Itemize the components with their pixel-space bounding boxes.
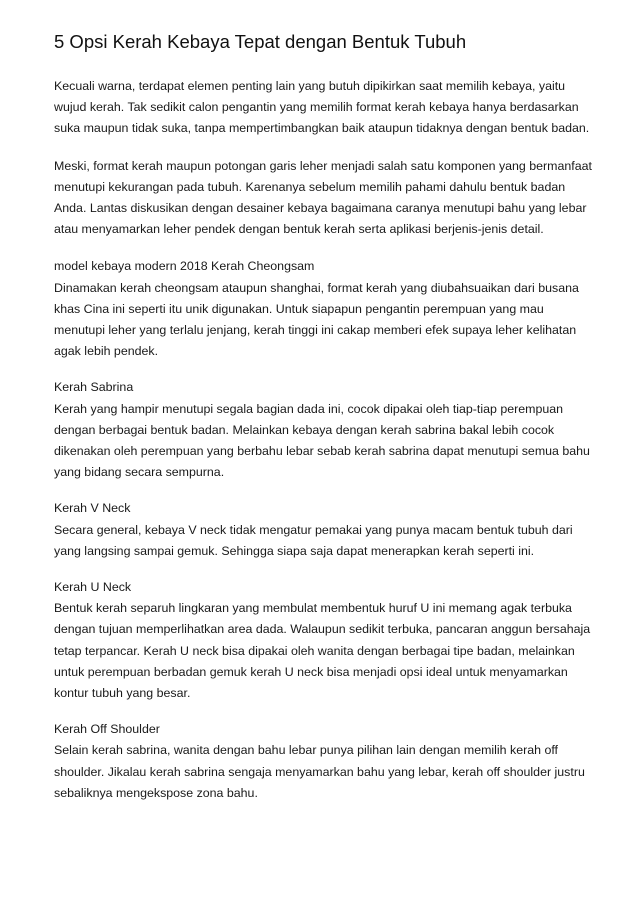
section-cheongsam [54,256,594,362]
section-v-neck [54,498,594,562]
section-body: Dinamakan kerah cheongsam ataupun shanghai, format kerah yang diubahsuaikan dari busana khas Cina ini seperti itu unik digunakan. Untuk siapapun pengantin perempuan yang mau menutupi leher yang terlalu jenjang, kerah tinggi ini cakap memberi efek supaya leher kelihatan agak lebih pendek. [54,280,579,359]
document-page [54,30,594,819]
section-heading: model kebaya modern 2018 Kerah Cheongsam [54,259,315,274]
section-u-neck [54,577,594,704]
section-heading: Kerah Sabrina [54,380,134,395]
section-body: Bentuk kerah separuh lingkaran yang membulat membentuk huruf U ini memang agak terbuka dengan tujuan memperlihatkan area dada. Walaupun sedikit terbuka, pancaran anggun bersahaja tetap terpancar. Kerah U neck bisa dipakai oleh wanita dengan berbagai tipe badan, melainkan untuk perempuan berbadan gemuk kerah U neck bisa menjadi opsi ideal untuk menyamarkan kontur tubuh yang besar. [54,601,591,701]
section-heading: Kerah Off Shoulder [54,722,160,737]
section-body: Selain kerah sabrina, wanita dengan bahu lebar punya pilihan lain dengan memilih kerah off shoulder. Jikalau kerah sabrina sengaja menyamarkan bahu yang lebar, kerah off shoulder justru sebaliknya mengekspose zona bahu. [54,743,585,800]
section-sabrina [54,377,594,483]
section-body: Secara general, kebaya V neck tidak mengatur pemakai yang punya macam bentuk tubuh dari yang langsing sampai gemuk. Sehingga siapa saja dapat menerapkan kerah seperti ini. [54,522,573,558]
intro-paragraph-2: Meski, format kerah maupun potongan garis leher menjadi salah satu komponen yang bermanfaat menutupi kekurangan pada tubuh. Karenanya sebelum memilih pahami dahulu bentuk badan Anda. Lantas diskusikan dengan desainer kebaya bagaimana caranya menutupi bahu yang lebar atau menyamarkan leher pendek dengan bentuk kerah serta aplikasi berjenis-jenis detail. [54,158,592,237]
intro-paragraph-1: Kecuali warna, terdapat elemen penting lain yang butuh dipikirkan saat memilih kebaya, yaitu wujud kerah. Tak sedikit calon pengantin yang memilih format kerah kebaya hanya berdasarkan suka maupun tidak suka, tanpa mempertimbangkan baik ataupun tidaknya dengan bentuk badan. [54,79,590,136]
section-heading: Kerah V Neck [54,501,131,516]
section-body: Kerah yang hampir menutupi segala bagian dada ini, cocok dipakai oleh tiap-tiap perempuan dengan berbagai bentuk badan. Melainkan kebaya dengan kerah sabrina bakal lebih cocok dikenakan oleh perempuan yang berbahu lebar sebab kerah sabrina dapat menutupi semua bahu yang bidang secara sempurna. [54,401,590,480]
section-off-shoulder [54,719,594,804]
section-heading: Kerah U Neck [54,580,132,595]
document-title: 5 Opsi Kerah Kebaya Tepat dengan Bentuk Tubuh [54,31,467,52]
